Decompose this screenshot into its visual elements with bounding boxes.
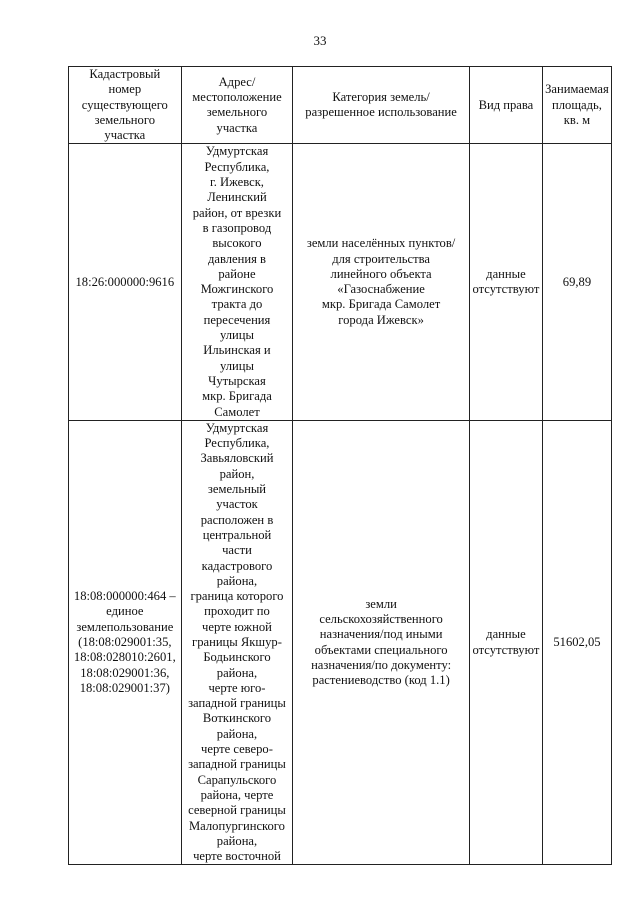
table-header-row bbox=[69, 67, 612, 144]
cell-text-line: части bbox=[222, 543, 252, 558]
cell-text-line: Завьяловский bbox=[200, 451, 274, 466]
cell-text-line: районе bbox=[218, 266, 256, 281]
header-land-category bbox=[293, 67, 470, 144]
cell-text-line: район, от врезки bbox=[192, 205, 282, 220]
cell-text-line: Можгинского bbox=[200, 282, 274, 297]
cell-text-line: района, bbox=[216, 833, 258, 848]
header-cadastral-number bbox=[69, 67, 182, 144]
cell-text-line: 18:08:000000:464 – bbox=[73, 589, 176, 604]
cell-text-line: черте северо- bbox=[201, 742, 273, 757]
cell-text-line: местоположение bbox=[192, 89, 282, 104]
cell-text-line: Воткинского bbox=[202, 711, 272, 726]
cell-text-line: района, bbox=[216, 726, 258, 741]
cell-text-line: участок bbox=[216, 497, 258, 512]
cell-text-line: участка bbox=[216, 120, 258, 135]
cell-text-line: улицы bbox=[219, 328, 254, 343]
cell-text-line: участка bbox=[104, 128, 146, 143]
cell-text-line: отсутствуют bbox=[472, 642, 540, 657]
cell-text-line: земли bbox=[365, 596, 397, 611]
cell-text-line: Ильинская и bbox=[203, 343, 271, 358]
cell-text-line: давления в bbox=[207, 251, 266, 266]
cell-text-line: черте восточной bbox=[193, 849, 281, 864]
cell-text-line: высокого bbox=[212, 236, 262, 251]
page-number: 33 bbox=[313, 33, 327, 48]
cell-text-line: для строительства bbox=[332, 251, 430, 266]
cell-text-line: земельный bbox=[207, 482, 267, 497]
cell-text-line: данные bbox=[486, 627, 526, 642]
cell-text-line: назначения/под иными bbox=[319, 627, 443, 642]
right-type-cell bbox=[469, 420, 542, 865]
cell-text-line: земли населённых пунктов/ bbox=[306, 236, 456, 251]
cadastral-number-cell bbox=[69, 144, 182, 420]
cell-text-line: Кадастровый bbox=[89, 67, 161, 81]
cell-text-line: 18:08:029001:37) bbox=[79, 680, 170, 695]
cell-text-line: улицы bbox=[219, 358, 254, 373]
table-row bbox=[69, 420, 612, 865]
cell-text-line: земельного bbox=[94, 112, 155, 127]
cell-text-line: тракта до bbox=[211, 297, 263, 312]
cell-text-line: разрешенное использование bbox=[305, 105, 457, 120]
cell-text-line: Малопургинского bbox=[188, 818, 285, 833]
cell-text-line: объектами специального bbox=[314, 642, 448, 657]
cell-text-line: существующего bbox=[81, 97, 168, 112]
cell-text-line: кв. м bbox=[563, 112, 591, 127]
cell-text-line: Чутырская bbox=[208, 373, 266, 388]
cell-text-line: района, черте bbox=[200, 787, 274, 802]
cell-text-line: Республика, bbox=[204, 436, 270, 451]
cell-text-line: в газопровод bbox=[202, 220, 272, 235]
table-row bbox=[69, 144, 612, 420]
cell-text-line: линейного объекта bbox=[330, 266, 432, 281]
cell-text-line: 18:08:028010:2601, bbox=[73, 650, 176, 665]
cell-text-line: «Газоснабжение bbox=[337, 282, 425, 297]
cell-text-line: черте юго- bbox=[208, 680, 266, 695]
cell-text-line: номер bbox=[108, 82, 142, 97]
cell-text-line: района, bbox=[216, 665, 258, 680]
cell-text-line: границы Якшур- bbox=[192, 634, 282, 649]
cell-text-line: (18:08:029001:35, bbox=[78, 634, 172, 649]
cell-text-line: города Ижевск» bbox=[338, 312, 424, 327]
land-category-cell bbox=[293, 420, 470, 865]
cell-text-line: мкр. Бригада bbox=[202, 389, 272, 404]
cell-text-line: район, bbox=[219, 466, 255, 481]
cell-text-line: 18:26:000000:9616 bbox=[75, 274, 175, 289]
cell-text-line: расположен в bbox=[200, 512, 274, 527]
cell-text-line: земельного bbox=[206, 105, 268, 120]
cell-text-line: 51602,05 bbox=[553, 634, 601, 649]
cell-text-line: кадастрового bbox=[201, 558, 273, 573]
land-plots-table bbox=[68, 66, 612, 865]
cell-text-line: данные bbox=[486, 266, 526, 281]
address-cell bbox=[181, 420, 293, 865]
cell-text-line: Занимаемая bbox=[545, 82, 609, 97]
cell-text-line: Самолет bbox=[214, 404, 260, 419]
header-right-type bbox=[469, 67, 542, 144]
cell-text-line: Удмуртская bbox=[205, 144, 269, 159]
area-cell bbox=[542, 420, 611, 865]
cell-text-line: Категория земель/ bbox=[332, 89, 430, 104]
cell-text-line: Бодьинского bbox=[203, 650, 271, 665]
cell-text-line: Удмуртская bbox=[205, 420, 269, 435]
land-category-cell bbox=[293, 144, 470, 420]
cell-text-line: западной границы bbox=[188, 757, 286, 772]
address-cell bbox=[181, 144, 293, 420]
cell-text-line: Ленинский bbox=[207, 190, 267, 205]
cell-text-line: площадь, bbox=[552, 97, 602, 112]
cell-text-line: Республика, bbox=[204, 159, 270, 174]
cell-text-line: граница которого bbox=[190, 589, 284, 604]
cell-text-line: отсутствуют bbox=[472, 282, 540, 297]
area-cell bbox=[542, 144, 611, 420]
right-type-cell bbox=[469, 144, 542, 420]
cadastral-number-cell bbox=[69, 420, 182, 865]
cell-text-line: 69,89 bbox=[562, 274, 592, 289]
cell-text-line: района, bbox=[216, 573, 258, 588]
cell-text-line: черте южной bbox=[202, 619, 272, 634]
cell-text-line: землепользование bbox=[76, 619, 174, 634]
cell-text-line: Адрес/ bbox=[218, 74, 256, 89]
header-address bbox=[181, 67, 293, 144]
cell-text-line: 18:08:029001:36, bbox=[80, 665, 170, 680]
cell-text-line: проходит по bbox=[204, 604, 270, 619]
cell-text-line: сельскохозяйственного bbox=[319, 612, 443, 627]
cell-text-line: центральной bbox=[202, 527, 272, 542]
cell-text-line: назначения/по документу: bbox=[311, 657, 452, 672]
cell-text-line: Сарапульского bbox=[197, 772, 277, 787]
cell-text-line: северной границы bbox=[188, 803, 286, 818]
header-occupied-area bbox=[542, 67, 611, 144]
cell-text-line: растениеводство (код 1.1) bbox=[312, 673, 450, 688]
cell-text-line: пересечения bbox=[203, 312, 271, 327]
cell-text-line: Вид права bbox=[478, 97, 534, 112]
cell-text-line: мкр. Бригада Самолет bbox=[321, 297, 441, 312]
cell-text-line: западной границы bbox=[188, 696, 286, 711]
cell-text-line: единое bbox=[106, 604, 144, 619]
cell-text-line: г. Ижевск, bbox=[209, 175, 264, 190]
